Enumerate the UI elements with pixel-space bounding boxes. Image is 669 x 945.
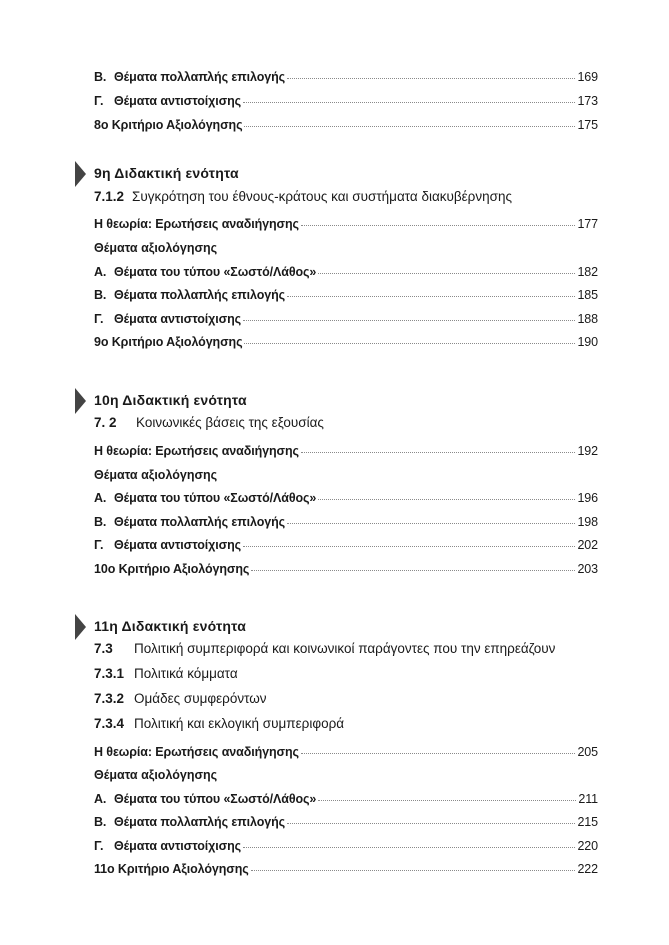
triangle-marker-icon (75, 388, 86, 414)
dot-leader (243, 846, 575, 848)
dot-leader (243, 545, 575, 547)
page-number: 175 (577, 118, 598, 132)
entry-prefix: Γ. (94, 538, 104, 552)
entry-prefix: Α. (94, 491, 107, 505)
entry-label: 11ο Κριτήριο Αξιολόγησης (94, 862, 249, 876)
chapter-number: 7.3 (94, 641, 113, 656)
chapter-line[interactable] (94, 716, 344, 738)
toc-entry-assessment[interactable] (94, 335, 598, 355)
evaluation-subheading: Θέματα αξιολόγησης (94, 468, 218, 482)
dot-leader (318, 498, 575, 500)
evaluation-subheading: Θέματα αξιολόγησης (94, 768, 218, 782)
dot-leader (287, 522, 575, 524)
entry-label: Θέματα του τύπου «Σωστό/Λάθος» (114, 265, 317, 279)
entry-label: Θέματα αντιστοίχισης (114, 839, 242, 853)
toc-entry-multiple-choice[interactable] (94, 815, 598, 835)
dot-leader (318, 272, 575, 274)
toc-entry-theory[interactable] (94, 745, 598, 765)
toc-entry-theory[interactable] (94, 217, 598, 237)
dot-leader (318, 799, 576, 801)
dot-leader (243, 101, 575, 103)
page-number: 185 (577, 288, 598, 302)
entry-label: Θέματα του τύπου «Σωστό/Λάθος» (114, 792, 317, 806)
toc-entry-true-false[interactable] (94, 491, 598, 511)
unit-title: 10η Διδακτική ενότητα (94, 392, 247, 408)
entry-label: Θέματα αντιστοίχισης (114, 538, 242, 552)
page-number: 173 (577, 94, 598, 108)
chapter-number: 7.3.4 (94, 716, 125, 731)
page-number: 205 (577, 745, 598, 759)
dot-leader (287, 295, 575, 297)
page-number: 188 (577, 312, 598, 326)
chapter-number: 7. 2 (94, 415, 117, 430)
unit-title: 11η Διδακτική ενότητα (94, 618, 247, 634)
chapter-title: Πολιτική συμπεριφορά και κοινωνικοί παράγοντες που την επηρεάζουν (134, 641, 556, 656)
chapter-title: Συγκρότηση του έθνους-κράτους και συστήματα διακυβέρνησης (132, 189, 512, 204)
entry-label: Θέματα αντιστοίχισης (114, 312, 242, 326)
dot-leader (301, 451, 576, 453)
page-number: 222 (577, 862, 598, 876)
toc-entry-multiple-choice[interactable] (94, 515, 598, 535)
chapter-title: Πολιτικά κόμματα (134, 666, 238, 681)
entry-label: Θέματα πολλαπλής επιλογής (114, 288, 286, 302)
entry-label: Θέματα πολλαπλής επιλογής (114, 70, 286, 84)
toc-entry-true-false[interactable] (94, 265, 598, 285)
page-number: 203 (577, 562, 598, 576)
entry-label: Θέματα του τύπου «Σωστό/Λάθος» (114, 491, 317, 505)
dot-leader (287, 77, 575, 79)
dot-leader (301, 224, 576, 226)
dot-leader (301, 752, 576, 754)
chapter-title: Πολιτική και εκλογική συμπεριφορά (134, 716, 345, 731)
entry-label: 9ο Κριτήριο Αξιολόγησης (94, 335, 243, 349)
unit-title: 9η Διδακτική ενότητα (94, 165, 239, 181)
entry-label: Θέματα αντιστοίχισης (114, 94, 242, 108)
chapter-line[interactable] (94, 189, 512, 211)
entry-prefix: Α. (94, 792, 107, 806)
entry-prefix: Β. (94, 288, 107, 302)
chapter-number: 7.3.1 (94, 666, 125, 681)
chapter-number: 7.1.2 (94, 189, 125, 204)
entry-label: Θέματα πολλαπλής επιλογής (114, 815, 286, 829)
toc-entry-theory[interactable] (94, 444, 598, 464)
toc-entry-true-false[interactable] (94, 792, 598, 812)
toc-entry-assessment[interactable] (94, 862, 598, 882)
entry-prefix: Β. (94, 815, 107, 829)
page-number: 190 (577, 335, 598, 349)
dot-leader (287, 822, 575, 824)
toc-entry-matching[interactable] (94, 839, 598, 859)
page-number: 198 (577, 515, 598, 529)
toc-entry-assessment[interactable] (94, 562, 598, 582)
chapter-line[interactable] (94, 666, 238, 688)
unit-heading-11 (75, 614, 475, 642)
entry-label: Η θεωρία: Ερωτήσεις αναδιήγησης (94, 444, 299, 458)
page-number: 215 (577, 815, 598, 829)
entry-label: Θέματα πολλαπλής επιλογής (114, 515, 286, 529)
entry-prefix: Γ. (94, 839, 104, 853)
page-number: 196 (577, 491, 598, 505)
dot-leader (244, 342, 575, 344)
page-number: 192 (577, 444, 598, 458)
evaluation-subheading: Θέματα αξιολόγησης (94, 241, 218, 255)
entry-prefix: Β. (94, 515, 107, 529)
page-number: 220 (577, 839, 598, 853)
chapter-number: 7.3.2 (94, 691, 125, 706)
entry-label: Η θεωρία: Ερωτήσεις αναδιήγησης (94, 745, 299, 759)
page-number: 169 (577, 70, 598, 84)
toc-entry-assessment[interactable] (94, 118, 598, 138)
entry-label: 10ο Κριτήριο Αξιολόγησης (94, 562, 250, 576)
entry-prefix: Γ. (94, 94, 104, 108)
toc-entry-multiple-choice[interactable] (94, 70, 598, 90)
toc-entry-matching[interactable] (94, 312, 598, 332)
toc-entry-multiple-choice[interactable] (94, 288, 598, 308)
page-number: 211 (578, 792, 598, 806)
chapter-line[interactable] (94, 415, 324, 437)
page-number: 202 (577, 538, 598, 552)
unit-heading-9 (75, 161, 475, 189)
chapter-title: Ομάδες συμφερόντων (134, 691, 267, 706)
entry-prefix: Β. (94, 70, 107, 84)
dot-leader (251, 569, 575, 571)
page-number: 177 (577, 217, 598, 231)
chapter-line[interactable] (94, 641, 555, 663)
dot-leader (243, 319, 575, 321)
entry-label: Η θεωρία: Ερωτήσεις αναδιήγησης (94, 217, 299, 231)
entry-prefix: Γ. (94, 312, 104, 326)
page-number: 182 (577, 265, 598, 279)
dot-leader (244, 125, 575, 127)
chapter-line[interactable] (94, 691, 267, 713)
entry-prefix: Α. (94, 265, 107, 279)
chapter-title: Κοινωνικές βάσεις της εξουσίας (136, 415, 324, 430)
toc-entry-matching[interactable] (94, 538, 598, 558)
unit-heading-10 (75, 388, 475, 416)
entry-label: 8ο Κριτήριο Αξιολόγησης (94, 118, 243, 132)
dot-leader (251, 869, 576, 871)
toc-entry-matching[interactable] (94, 94, 598, 114)
triangle-marker-icon (75, 161, 86, 187)
triangle-marker-icon (75, 614, 86, 640)
